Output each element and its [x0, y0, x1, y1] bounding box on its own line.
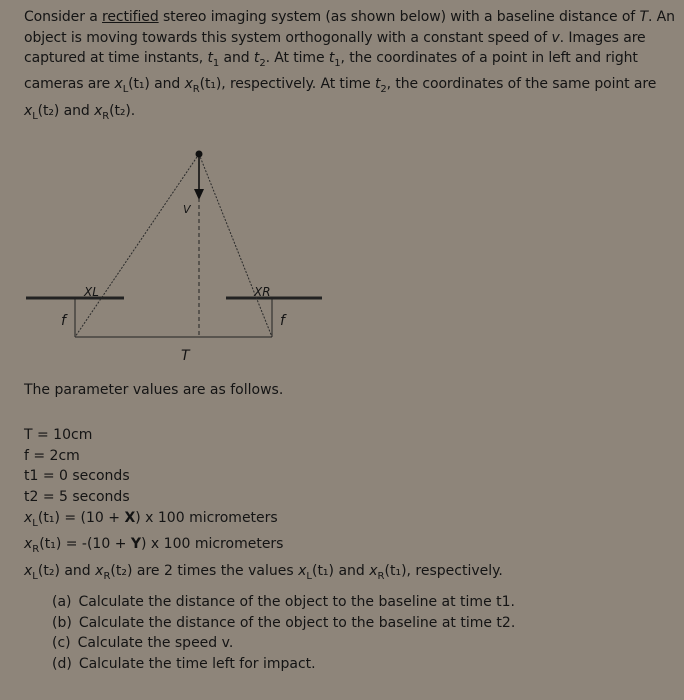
param-t1: t1 = 0 seconds: [24, 468, 130, 485]
xl-label: XL: [84, 285, 99, 299]
intro-text: , the coordinates of a point in left and right cameras are: [24, 50, 638, 93]
t1-argument: (t₁): [199, 76, 222, 93]
focal-length-left-label: f: [61, 313, 66, 329]
x-symbol: x: [184, 76, 193, 93]
question-text: Calculate the distance of the object to the baseline at time t1.: [78, 594, 515, 610]
question-b: [52, 613, 515, 634]
question-label: (a): [52, 594, 72, 610]
question-c: [52, 633, 515, 654]
intro-text: and: [59, 102, 95, 119]
param-relation: [24, 561, 503, 588]
left-ray: [75, 154, 199, 337]
intro-text: , the coordinates of the same point are: [386, 76, 657, 93]
intro-text: . Images are captured at time instants,: [24, 29, 646, 66]
x-symbol: x: [114, 76, 123, 93]
t2-symbol: t: [253, 50, 260, 66]
question-d: [52, 654, 515, 675]
t2-subscript: 2: [380, 84, 387, 96]
variable-y: Y: [130, 536, 142, 553]
t1-subscript: 1: [212, 57, 220, 69]
param-text: (t₁), respectively.: [384, 562, 503, 579]
t1-argument: (t₁): [128, 76, 150, 93]
t1-argument: (t₁): [37, 509, 60, 526]
problem-paragraph: [24, 7, 676, 127]
intro-text: and: [149, 76, 185, 93]
xr-label: XR: [254, 285, 271, 299]
variable-x: X: [124, 509, 136, 526]
l-subscript: L: [122, 84, 129, 96]
question-text: Calculate the distance of the object to the baseline at time t2.: [78, 614, 516, 631]
x-symbol: x: [95, 562, 104, 579]
l-subscript: L: [32, 570, 38, 582]
param-T: T = 10cm: [24, 427, 93, 443]
question-text: Calculate the time left for impact.: [78, 656, 316, 673]
param-text: (t₂) and: [37, 562, 96, 579]
t1-argument: (t₁): [39, 536, 62, 553]
param-text: ) x 100 micrometers: [135, 509, 278, 526]
intro-text: . An object is moving towards this system orthogonally with a constant speed of: [24, 9, 675, 46]
question-text: Calculate the speed v.: [77, 635, 234, 652]
x-symbol: x: [298, 562, 307, 579]
intro-text: , respectively. At time: [221, 76, 376, 93]
intro-text: .: [130, 102, 136, 119]
velocity-label: V: [183, 203, 191, 216]
param-text: = (10 +: [59, 509, 125, 526]
question-label: (b): [52, 614, 72, 631]
param-text: (t₁) and: [311, 562, 370, 579]
t2-argument: (t₂): [37, 102, 60, 119]
intro-text: Consider a: [24, 9, 103, 25]
l-subscript: L: [32, 517, 38, 529]
right-ray: [199, 154, 272, 337]
parameter-list: [24, 425, 503, 587]
intro-text: . At time: [265, 50, 329, 66]
l-subscript: L: [306, 570, 312, 582]
t1-subscript: 1: [334, 57, 341, 69]
rectified-term: rectified: [102, 9, 159, 25]
focal-length-right-label: f: [280, 313, 285, 329]
intro-text: stereo imaging system (as shown below) with a baseline distance of: [158, 9, 640, 25]
baseline-label: T: [181, 348, 190, 364]
question-label: (d): [52, 656, 72, 673]
stereo-diagram: [0, 140, 684, 380]
problem-statement: [24, 7, 676, 127]
r-subscript: R: [103, 570, 111, 582]
param-t2: t2 = 5 seconds: [24, 489, 130, 506]
r-subscript: R: [192, 84, 200, 96]
intro-text: and: [219, 50, 254, 66]
x-symbol: x: [24, 562, 33, 579]
x-symbol: x: [94, 102, 103, 119]
x-symbol: x: [24, 536, 33, 553]
r-subscript: R: [32, 544, 40, 556]
question-a: [52, 592, 515, 613]
param-xl: [24, 508, 503, 535]
x-symbol: x: [369, 562, 378, 579]
param-text: (t₂) are 2 times the values: [110, 562, 299, 579]
baseline-symbol: T: [639, 9, 648, 25]
t2-argument: (t₂): [109, 102, 131, 119]
x-symbol: x: [24, 509, 33, 526]
param-text: = -(10 +: [61, 536, 131, 553]
t1-symbol: t: [207, 50, 213, 66]
l-subscript: L: [32, 110, 38, 122]
arrow-down-icon: [194, 189, 204, 200]
r-subscript: R: [102, 110, 110, 122]
param-xr: [24, 534, 503, 561]
r-subscript: R: [377, 570, 385, 582]
speed-symbol: v: [551, 29, 560, 46]
param-f: f = 2cm: [24, 447, 80, 464]
question-label: (c): [52, 635, 71, 652]
t2-subscript: 2: [259, 57, 266, 69]
question-list: [52, 592, 515, 675]
t1-symbol: t: [328, 50, 335, 66]
param-text: ) x 100 micrometers: [141, 536, 284, 553]
parameters-heading: The parameter values are as follows.: [24, 382, 284, 398]
x-symbol: x: [24, 102, 33, 119]
t2-symbol: t: [375, 76, 381, 93]
